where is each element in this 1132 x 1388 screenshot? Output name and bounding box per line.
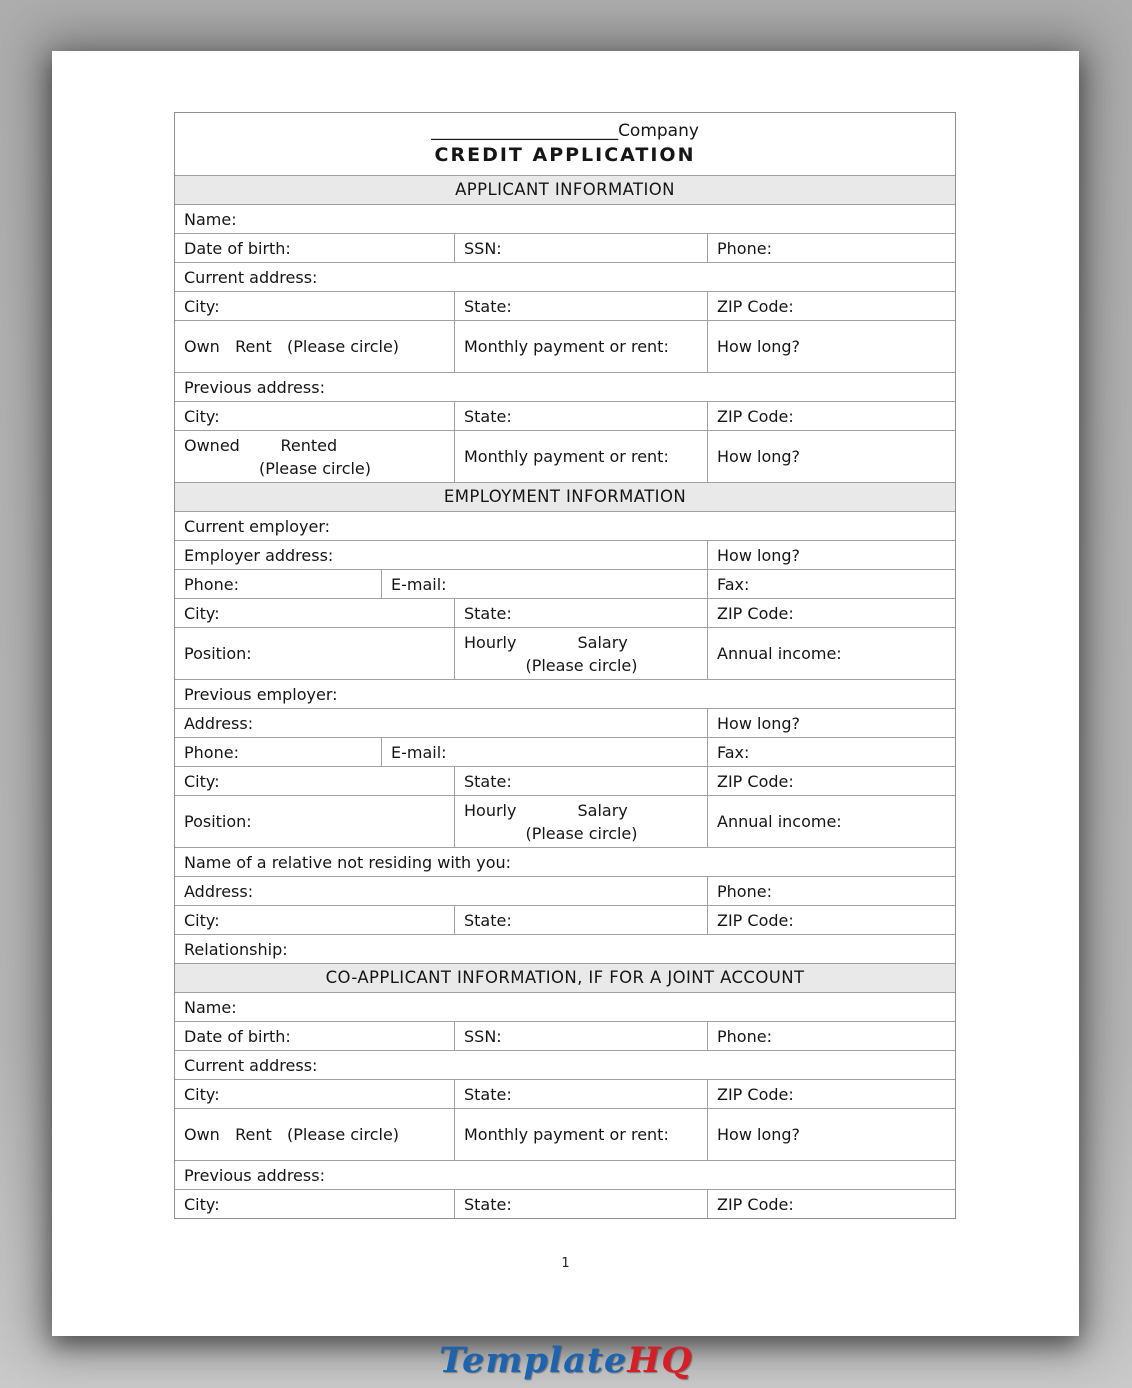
- field-current-employer: Current employer:: [184, 516, 330, 536]
- field-previous-address: Previous address:: [184, 1165, 325, 1185]
- field-how-long: How long?: [707, 1109, 955, 1160]
- field-name: Name:: [184, 997, 237, 1017]
- field-zip-code: ZIP Code:: [707, 906, 955, 934]
- field-owned-rented: Owned Rented (Please circle): [184, 435, 372, 478]
- field-own-rent-please-circle: Own Rent (Please circle): [184, 1125, 400, 1144]
- field-annual-income: Annual income:: [707, 796, 955, 847]
- field-current-address: Current address:: [184, 267, 318, 287]
- field-position: Position:: [184, 812, 252, 831]
- logo-text-hq: HQ: [627, 1340, 693, 1381]
- form-row: [175, 627, 955, 679]
- form-row: [175, 876, 955, 905]
- form-row: [175, 905, 955, 934]
- field-previous-employer: Previous employer:: [184, 684, 338, 704]
- form-row: [175, 320, 955, 372]
- field-previous-address: Previous address:: [184, 377, 325, 397]
- field-phone: Phone:: [707, 1022, 955, 1050]
- field-how-long: How long?: [707, 431, 955, 482]
- field-e-mail: E-mail:: [381, 738, 707, 766]
- field-monthly-payment-or-rent: Monthly payment or rent:: [454, 321, 707, 372]
- form-row: [175, 233, 955, 262]
- form-row: [175, 795, 955, 847]
- form-row: [175, 679, 955, 708]
- field-state: State:: [454, 1080, 707, 1108]
- field-zip-code: ZIP Code:: [707, 1190, 955, 1218]
- field-current-address: Current address:: [184, 1055, 318, 1075]
- field-zip-code: ZIP Code:: [707, 402, 955, 430]
- form-title-cell: [175, 113, 955, 175]
- field-phone: Phone:: [184, 742, 239, 762]
- field-zip-code: ZIP Code:: [707, 1080, 955, 1108]
- field-state: State:: [454, 906, 707, 934]
- form-row: [175, 598, 955, 627]
- field-ssn: SSN:: [454, 1022, 707, 1050]
- form-row: [175, 847, 955, 876]
- form-row: [175, 372, 955, 401]
- form-row: [175, 1108, 955, 1160]
- form-title: CREDIT APPLICATION: [434, 144, 696, 166]
- form-row: [175, 540, 955, 569]
- templatehq-logo: [0, 1340, 1132, 1381]
- field-annual-income: Annual income:: [707, 628, 955, 679]
- document-page: [52, 51, 1079, 1336]
- field-address: Address:: [184, 713, 254, 733]
- form-row: [175, 1189, 955, 1218]
- field-hourly-salary: Hourly Salary (Please circle): [454, 628, 707, 679]
- field-fax: Fax:: [707, 738, 955, 766]
- form-row: [175, 992, 955, 1021]
- form-row: [175, 569, 955, 598]
- field-zip-code: ZIP Code:: [707, 292, 955, 320]
- form-row: [175, 708, 955, 737]
- field-phone: Phone:: [707, 234, 955, 262]
- field-name: Name:: [184, 209, 237, 229]
- section-header-applicant-information: APPLICANT INFORMATION: [175, 175, 955, 204]
- field-own-rent-please-circle: Own Rent (Please circle): [184, 337, 400, 356]
- field-state: State:: [454, 402, 707, 430]
- field-zip-code: ZIP Code:: [707, 767, 955, 795]
- company-blank-line: ______________________Company: [431, 121, 699, 141]
- field-phone: Phone:: [707, 877, 955, 905]
- form-row: [175, 1050, 955, 1079]
- section-header-employment-information: EMPLOYMENT INFORMATION: [175, 482, 955, 511]
- form-row: [175, 934, 955, 963]
- field-date-of-birth: Date of birth:: [184, 1026, 291, 1046]
- field-city: City:: [184, 406, 220, 426]
- field-monthly-payment-or-rent: Monthly payment or rent:: [454, 431, 707, 482]
- field-name-of-a-relative-not-residing-with-you: Name of a relative not residing with you:: [184, 852, 512, 872]
- page-number: 1: [561, 1256, 570, 1271]
- field-employer-address: Employer address:: [184, 545, 334, 565]
- field-city: City:: [184, 1084, 220, 1104]
- form-row: [175, 262, 955, 291]
- form-row: [175, 204, 955, 233]
- field-city: City:: [184, 603, 220, 623]
- field-city: City:: [184, 771, 220, 791]
- field-date-of-birth: Date of birth:: [184, 238, 291, 258]
- field-state: State:: [454, 1190, 707, 1218]
- field-relationship: Relationship:: [184, 939, 288, 959]
- form-row: [175, 430, 955, 482]
- form-row: [175, 1079, 955, 1108]
- field-monthly-payment-or-rent: Monthly payment or rent:: [454, 1109, 707, 1160]
- form-rows-container: [175, 175, 955, 1218]
- field-state: State:: [454, 292, 707, 320]
- field-fax: Fax:: [707, 570, 955, 598]
- form-row: [175, 511, 955, 540]
- field-city: City:: [184, 1194, 220, 1214]
- form-row: [175, 766, 955, 795]
- form-row: [175, 737, 955, 766]
- credit-application-form: [174, 112, 956, 1219]
- field-city: City:: [184, 296, 220, 316]
- field-how-long: How long?: [707, 541, 955, 569]
- field-how-long: How long?: [707, 321, 955, 372]
- field-ssn: SSN:: [454, 234, 707, 262]
- section-header-co-applicant-information-if-for-a-joint-account: CO-APPLICANT INFORMATION, IF FOR A JOINT ACCOUNT: [175, 963, 955, 992]
- field-position: Position:: [184, 644, 252, 663]
- field-phone: Phone:: [184, 574, 239, 594]
- field-zip-code: ZIP Code:: [707, 599, 955, 627]
- field-hourly-salary: Hourly Salary (Please circle): [454, 796, 707, 847]
- form-row: [175, 401, 955, 430]
- field-e-mail: E-mail:: [381, 570, 707, 598]
- field-address: Address:: [184, 881, 254, 901]
- form-row: [175, 291, 955, 320]
- logo-text-template: Template: [439, 1340, 628, 1381]
- form-row: [175, 1021, 955, 1050]
- field-city: City:: [184, 910, 220, 930]
- field-state: State:: [454, 767, 707, 795]
- form-row: [175, 1160, 955, 1189]
- field-how-long: How long?: [707, 709, 955, 737]
- field-state: State:: [454, 599, 707, 627]
